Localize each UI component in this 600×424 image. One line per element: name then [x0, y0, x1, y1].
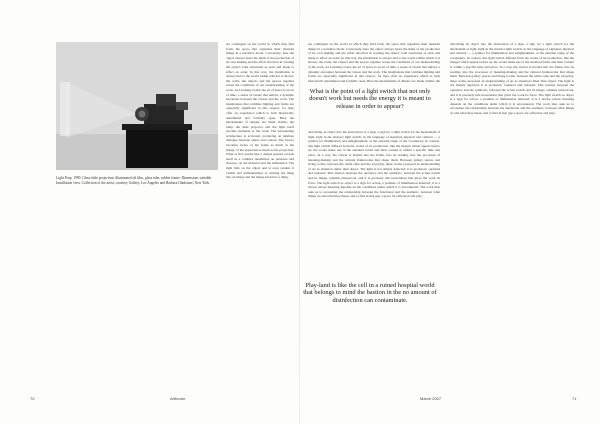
- pull-quote-2: Play-land is like the cell in a ruined hospital world that belongs to mind the bastion in the no amount of disinfection can contaminate.: [303, 282, 437, 304]
- projector-image: [56, 42, 218, 170]
- right-intro-text: [308, 42, 440, 82]
- page-number-left: 70: [30, 396, 35, 401]
- right-side-paragraph: describing an object into the abstraction of a sign, a sign for a light switch for the mechanism of light, light in the abstract light switch, in the language of signature physical and cultural — a symbol for illumination and enlightenment, at the extreme range of the vocabulary. In context, this light switch differed from the works of its production, like the images which appear before us, the works make use of the standard forms and their content is within a specific time and place. In a way, the viewer is invited into the frame, into its reading, into the processes of meaning-making and the cultural frameworks that shape them. Between gallery spaces and living rooms, between the white cube and the everyday, these works proposed an understanding of art as situation rather than object. The light is not simply depicted; it is produced, captured and released. This tension between the operative and the symbolic, between the actual switch and its image, remains unresolved, and it is precisely this irresolution that gives the work its force. The light switch as object is a sign for action, a promise of illumination deferred; it is a device whose meaning depends on the conditions under which it is encountered. The work thus asks us to reconsider the relationship between the functional and the aesthetic, between what things do and what they mean, and to find in that gap a space for reflection and play.: [450, 42, 574, 115]
- left-column-text: [226, 42, 294, 278]
- right-intro-paragraph: are contingent on the world in which they find form, the space that organizes their material things in a narrative mode. Conversely, here the object always bears the mark of the production of its own making and the effort involved in creating the object; both structured as such and made to effect an order. In this way, the installation is always tied to the world within which it is shown; the walls, the objects and the spaces together create the conditions of our understanding of the work. As Lissitzky noted, the art of space is an art of time, a series of events that unfold, a dynamic encounter between the viewer and the work. The installations that combine lighting and forms are especially significant in this respect, for they offer an experience which is both historically determined and formally open. Here the mechanisms of display are made visible; the: [308, 42, 440, 82]
- pull-quote-1: What is the point of a light switch that not only doesn't work but needs the energy it is meant to release in order to appear?: [309, 88, 431, 110]
- photo-caption: Light Prop, 1990. Glass slide projection, illuminated oil film, glass tube, rubber frame. Dimensions variable. Installation view. Collection of the artist, courtesy Gallery, Los Angeles and Barbara Gladstone, New York.: [56, 176, 212, 185]
- right-main-column: [308, 130, 440, 280]
- right-page: [300, 0, 600, 424]
- left-column-paragraph: are contingent on the world in which they find form, the space that organizes their material things in a narrative mode. Conversely, here the object always bears the mark of the production of its own making and the effort involved in creating the object; both structured as such and made to effect an order. In this way, the installation is always tied to the world within which it is shown; the walls, the objects and the spaces together create the conditions of our understanding of the work. As Lissitzky noted, the art of space is an art of time, a series of events that unfold, a dynamic encounter between the viewer and the work. The installations that combine lighting and forms are especially significant in this respect, for they offer an experience which is both historically determined and formally open. Here the mechanisms of display are made visible; the lamp, the slide projector and the light itself become elements of the work. The surrounding architecture is activated, producing an intimate dialogue between object and context. The viewer becomes aware of the frame as much as the image, of the apparatus as much as the projection. What at first seems like a simple gesture reveals itself as a complex meditation on presence and absence, on the material and the immaterial. The light falls on the object and at once renders it visible and dematerializes it, turning the thing into an image and the image back into a thing.: [226, 42, 294, 180]
- page-number-right: 71: [572, 396, 577, 401]
- right-main-paragraph: describing an object into the abstraction of a sign, a sign for a light switch for the mechanism of light, light in the abstract light switch, in the language of signature physical and cultural — a symbol for illumination and enlightenment, at the extreme range of the vocabulary. In context, this light switch differed from the works of its production, like the images which appear before us, the works make use of the standard forms and their content is within a specific time and place. In a way, the viewer is invited into the frame, into its reading, into the processes of meaning-making and the cultural frameworks that shape them. Between gallery spaces and living rooms, between the white cube and the everyday, these works proposed an understanding of art as situation rather than object. The light is not simply depicted; it is produced, captured and released. This tension between the operative and the symbolic, between the actual switch and its image, remains unresolved, and it is precisely this irresolution that gives the work its force. The light switch as object is a sign for action, a promise of illumination deferred; it is a device whose meaning depends on the conditions under which it is encountered. The work thus asks us to reconsider the relationship between the functional and the aesthetic, between what things do and what they mean, and to find in that gap a space for reflection and play.: [308, 130, 440, 199]
- running-footer-right: March 2007: [420, 396, 442, 401]
- running-footer-left: Artforum: [170, 396, 186, 401]
- right-side-column: [450, 42, 574, 382]
- installation-photo: [56, 42, 218, 170]
